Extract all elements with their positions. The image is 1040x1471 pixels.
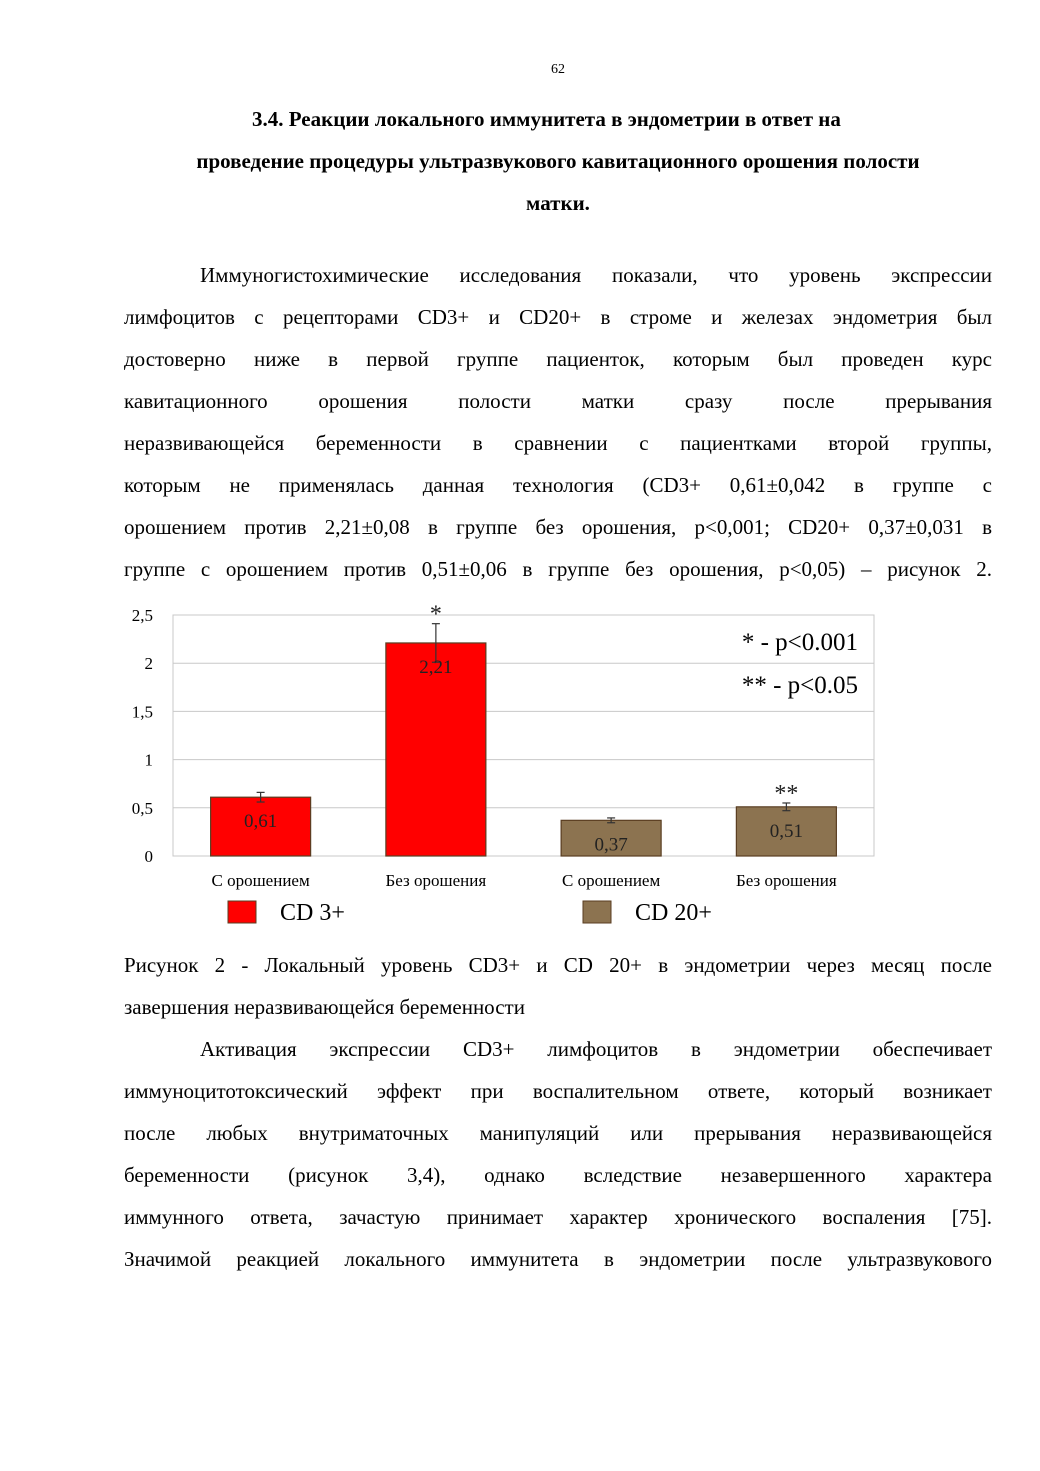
y-tick-label: 1 [144,750,153,770]
figure-caption [124,944,992,1028]
figure-2-chart [118,600,878,930]
text-line: Значимой реакцией локального иммунитета в эндометрии после ультразвукового [124,1247,992,1271]
y-tick-label: 2,5 [131,606,153,625]
paragraph-discussion [124,1028,992,1280]
page-number: 62 [551,62,565,77]
significance-marker: ** [774,780,799,807]
x-tick-label: Без орошения [385,871,487,890]
data-label: 2,21 [419,656,453,678]
text-line: неразвивающейся беременности в сравнении с пациентками второй группы, [124,431,992,455]
text-line: достоверно ниже в первой группе пациенток, которым был проведен курс [124,347,992,371]
significance-note: ** - p<0.05 [741,672,858,699]
text-line: которым не применялась данная технология (CD3+ 0,61±0,042 в группе с [124,473,992,497]
legend-label: CD 3+ [280,900,345,926]
text-line: кавитационного орошения полости матки сразу после прерывания [124,389,992,413]
legend-label: CD 20+ [635,900,712,926]
text-line: иммунного ответа, зачастую принимает характер хронического воспаления [75]. [124,1205,992,1229]
y-tick-label: 1,5 [131,702,153,722]
text-line: беременности (рисунок 3,4), однако вследствие незавершенного характера [124,1163,992,1187]
caption-line: завершения неразвивающейся беременности [124,995,525,1019]
heading-line-2: проведение процедуры ультразвукового кавитационного орошения полости [196,149,920,173]
x-tick-label: С орошением [562,871,661,890]
y-tick-label: 0,5 [131,798,153,818]
text-line: иммуноцитотоксический эффект при воспалительном ответе, который возникает [124,1079,992,1103]
significance-note: * - p<0.001 [741,629,858,656]
data-label: 0,51 [769,820,803,842]
heading-line-1: 3.4. Реакции локального иммунитета в эндометрии в ответ на [252,107,841,131]
section-heading [124,98,992,224]
text-line: орошением против 2,21±0,08 в группе без орошения, p<0,001; CD20+ 0,37±0,031 в [124,515,992,539]
paragraph-results [124,254,992,590]
y-tick-label: 2 [144,654,153,674]
data-label: 0,61 [244,811,278,833]
x-tick-label: С орошением [211,871,310,890]
significance-marker: * [429,601,442,628]
text-line: группе с орошением против 0,51±0,06 в группе без орошения, p<0,05) – рисунок 2. [124,557,992,581]
caption-line: Рисунок 2 - Локальный уровень CD3+ и CD 20+ в эндометрии через месяц после [124,953,992,977]
text-line: после любых внутриматочных манипуляций или прерывания неразвивающейся [124,1121,992,1145]
legend-swatch [228,901,256,923]
heading-line-3: матки. [526,191,590,215]
data-label: 0,37 [594,834,628,856]
text-line: Иммуногистохимические исследования показали, что уровень экспрессии [200,263,992,287]
y-tick-label: 0 [144,847,153,866]
legend-swatch [583,901,611,923]
text-line: лимфоцитов с рецепторами CD3+ и CD20+ в строме и железах эндометрия был [124,305,992,329]
x-tick-label: Без орошения [736,871,837,890]
text-line: Активация экспрессии CD3+ лимфоцитов в эндометрии обеспечивает [200,1037,992,1061]
